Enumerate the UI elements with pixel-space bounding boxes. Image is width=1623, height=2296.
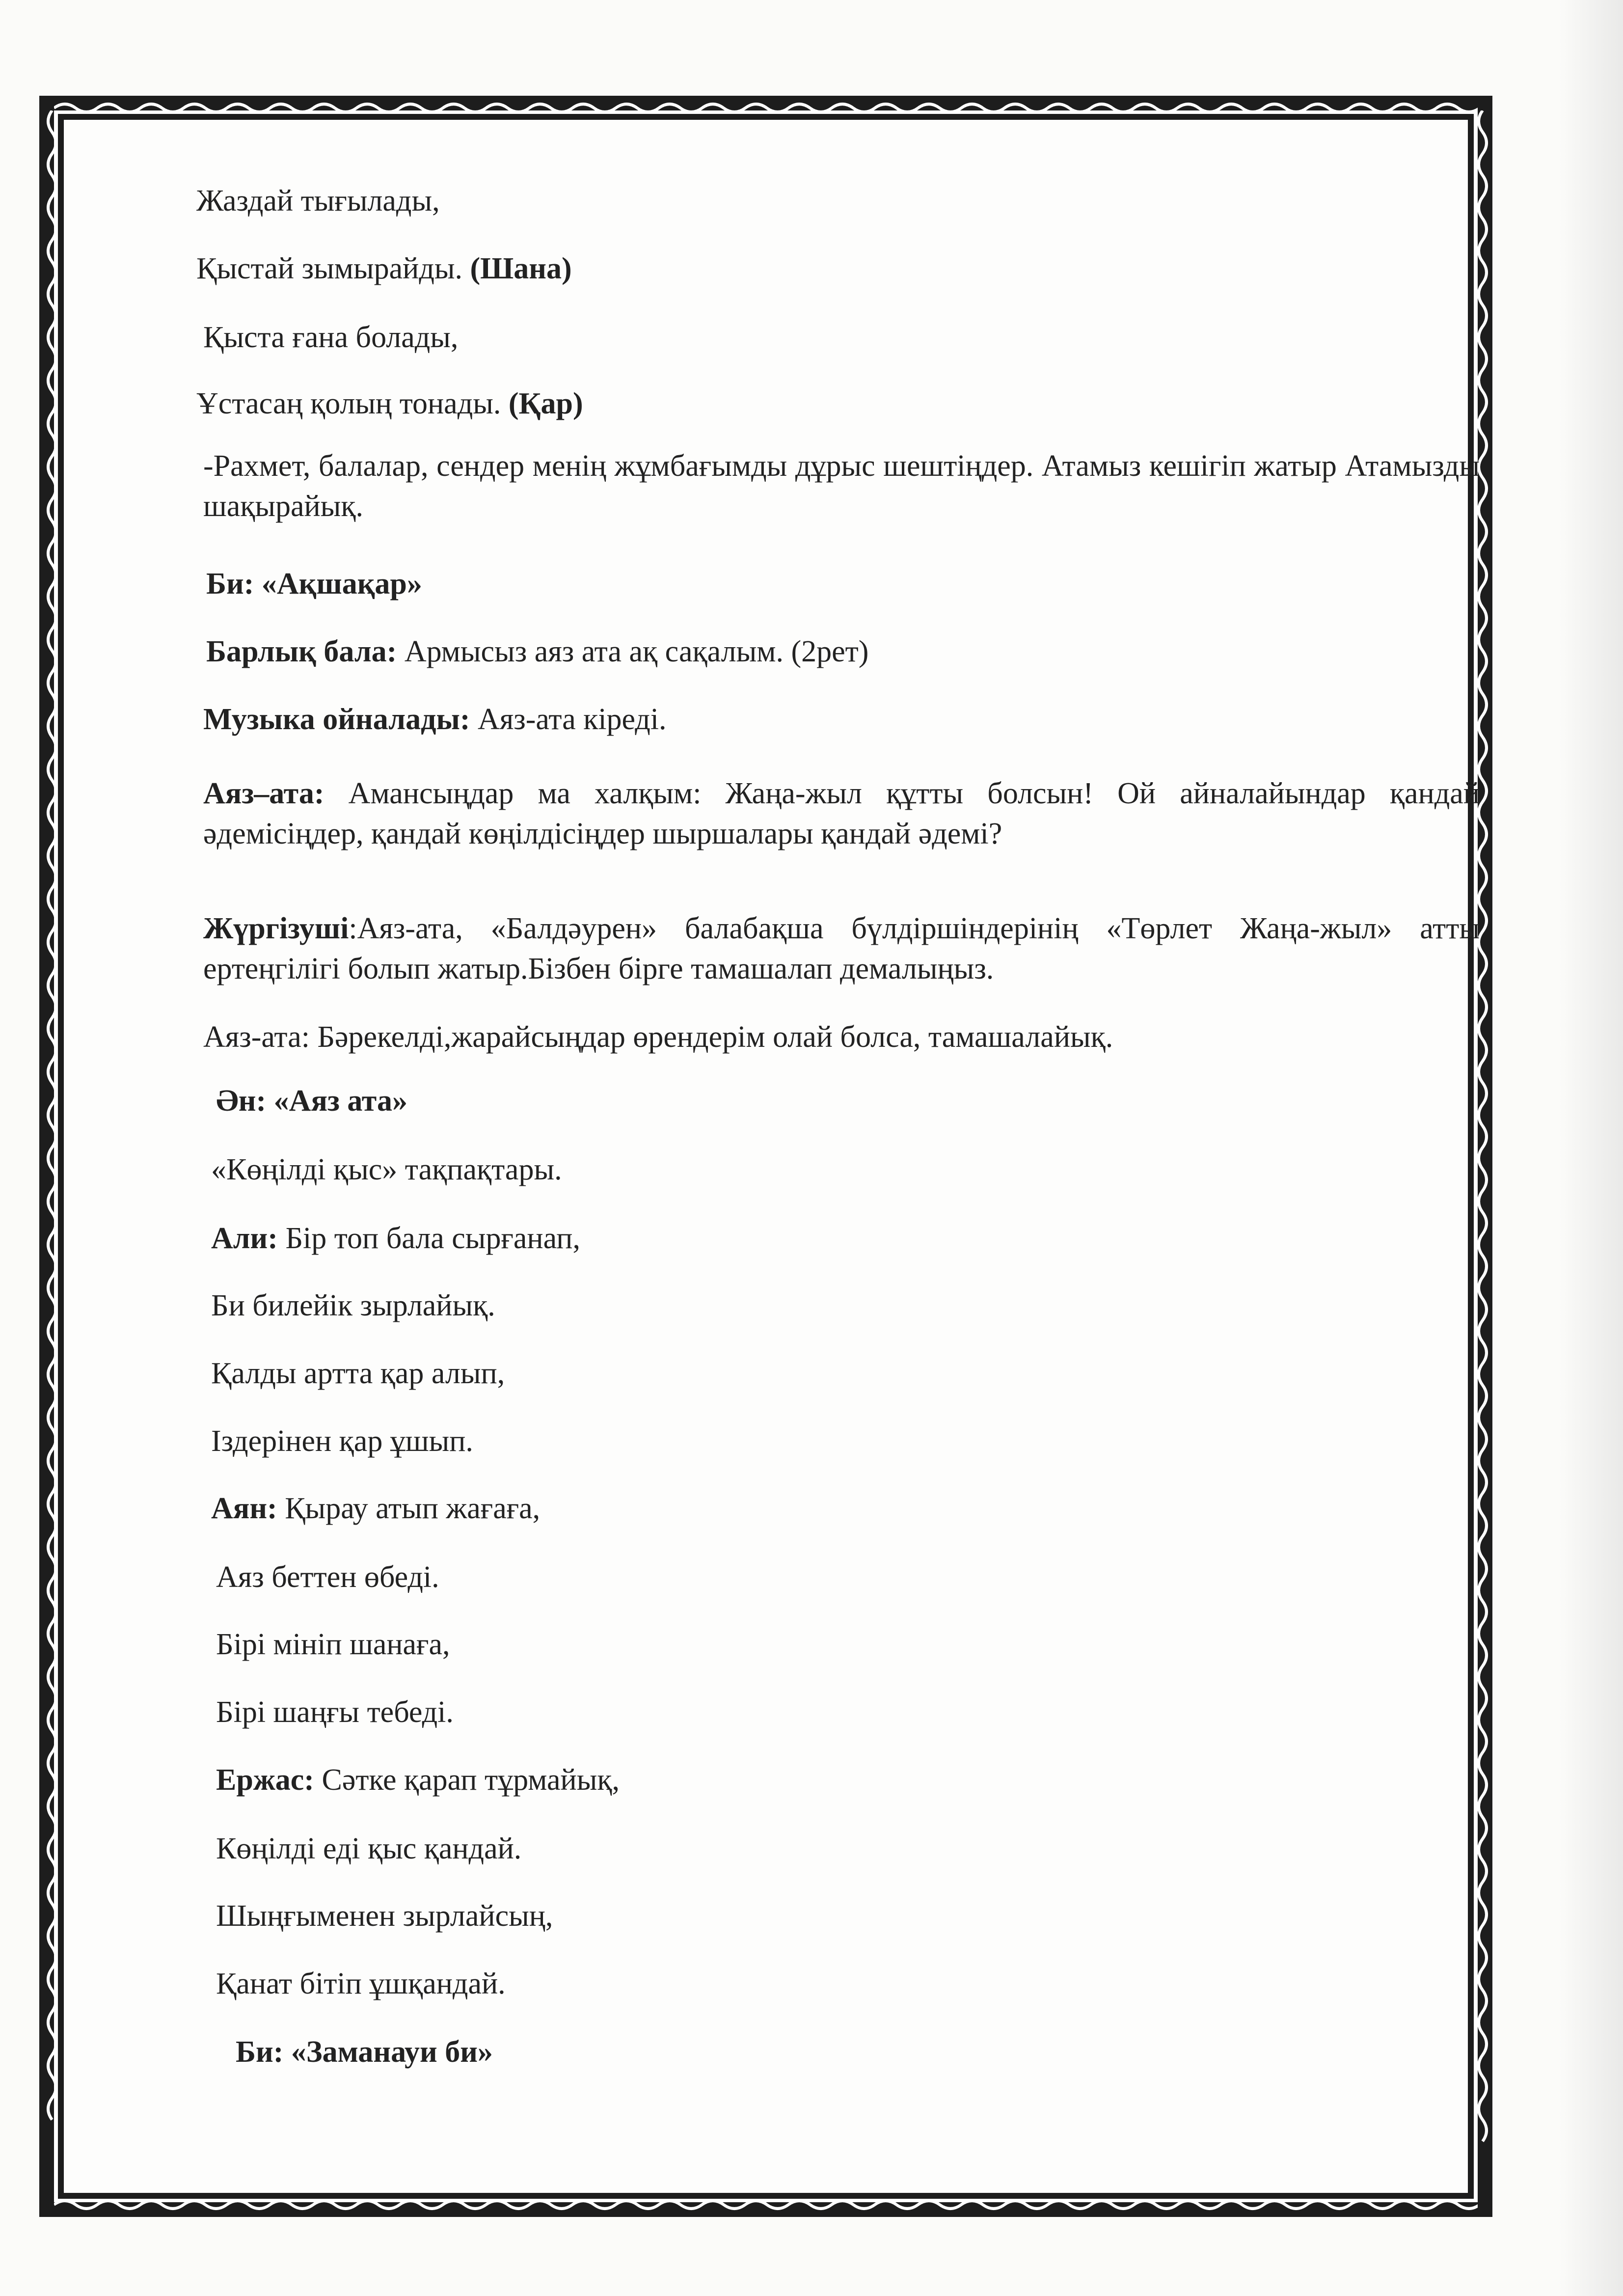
poems-heading: «Көңілді қыс» тақпақтары. [211, 1153, 562, 1186]
erzhas-line-4: Қанат бітіп ұшқандай. [216, 1967, 506, 2000]
thanks-paragraph: -Рахмет, балалар, сендер менің жұмбағымды дұрыс шештіңдер. Атамыз кешігіп жатыр Атамызды шақырайық. [203, 449, 1480, 523]
all-children-line: Барлық бала: Армысыз аяз ата ақ сақалым. (2рет) [206, 635, 869, 668]
music-plays-line: Музыка ойналады: Аяз-ата кіреді. [203, 703, 667, 736]
scan-edge-shadow [1559, 0, 1623, 2296]
erzhas-line-2: Көңілді еді қыс қандай. [216, 1832, 522, 1865]
ayaz-ata-reply: Аяз-ата: Бәрекелді,жарайсыңдар өрендерім олай болса, тамашалайық. [203, 1020, 1113, 1054]
ayan-line-4: Бірі шаңғы тебеді. [216, 1695, 454, 1729]
riddle-line-2: Қыстай зымырайды. (Шана) [196, 252, 572, 285]
riddle-line-3: Қыста ғана болады, [203, 321, 459, 354]
song-ayaz-ata: Ән: «Аяз ата» [216, 1084, 408, 1118]
ayaz-ata-greeting: Аяз–ата: Амансыңдар ма халқым: Жаңа-жыл құтты болсын! Ой айналайындар қандай әдемісіңдер, қандай көңілдісіңдер шыршалары қандай әдемі? [203, 777, 1480, 851]
wave-border-right [1473, 110, 1492, 2202]
ali-line-2: Би билейік зырлайық. [211, 1289, 495, 1322]
host-paragraph: Жүргізуші:Аяз-ата, «Балдәурен» балабақша бүлдіршіндерінің «Төрлет Жаңа-жыл» атты ертеңгілігі болып жатыр.Бізбен бірге тамашалап демалыңыз. [203, 912, 1480, 986]
ali-line-4: Іздерінен қар ұшып. [211, 1424, 473, 1458]
ali-line-3: Қалды артта қар алып, [211, 1357, 505, 1390]
erzhas-line-3: Шыңғыменен зырлайсың, [216, 1899, 553, 1933]
riddle-line-1: Жаздай тығылады, [196, 184, 440, 218]
ayan-line-1: Аян: Қырау атып жағаға, [211, 1492, 541, 1525]
dance-modern: Би: «Заманауи би» [236, 2035, 493, 2069]
ayan-line-2: Аяз беттен өбеді. [216, 1560, 439, 1594]
ayan-line-3: Бірі мініп шанаға, [216, 1628, 450, 1661]
erzhas-line-1: Ержас: Сәтке қарап тұрмайық, [216, 1763, 620, 1797]
ali-line-1: Али: Бір топ бала сырғанап, [211, 1222, 580, 1255]
riddle-line-4: Ұстасаң қолың тонады. (Қар) [196, 387, 583, 420]
dance-akshakar: Би: «Ақшақар» [206, 567, 422, 601]
